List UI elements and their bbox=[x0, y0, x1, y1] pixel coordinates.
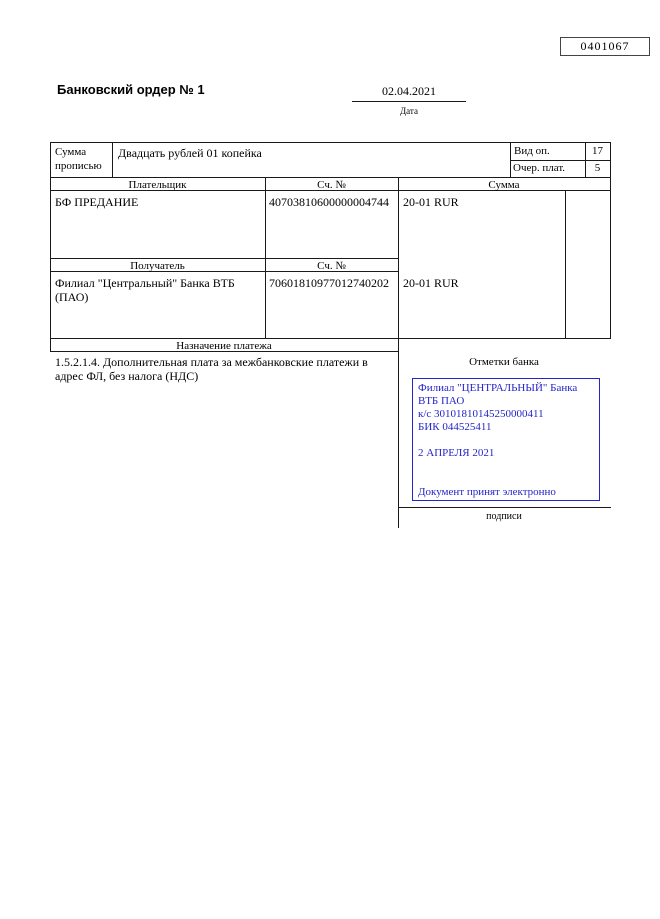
form-code-box: 0401067 bbox=[560, 37, 650, 56]
amount-words-label: Сумма прописью bbox=[55, 146, 102, 172]
document-title: Банковский ордер № 1 bbox=[57, 82, 205, 97]
stamp-accepted-note: Документ принят электронно bbox=[418, 486, 556, 498]
op-type-label: Вид оп. bbox=[514, 145, 550, 157]
priority-value: 5 bbox=[594, 162, 601, 174]
purpose-header: Назначение платежа bbox=[176, 340, 272, 352]
stamp-bik: БИК 044525411 bbox=[418, 421, 492, 433]
stamp-corr-account: к/с 30101810145250000411 bbox=[418, 408, 544, 420]
account-column-divider bbox=[265, 177, 266, 338]
stamp-bank-name-line2: ВТБ ПАО bbox=[418, 395, 465, 407]
account-header-2: Сч. № bbox=[317, 260, 346, 272]
priority-label: Очер. плат. bbox=[513, 162, 566, 174]
table-border-left bbox=[50, 142, 51, 351]
signatures-label: подписи bbox=[486, 511, 522, 522]
op-column-divider bbox=[510, 142, 511, 177]
bank-stamp bbox=[412, 378, 600, 501]
payer-header: Плательщик bbox=[128, 179, 187, 191]
amount-words-divider bbox=[112, 142, 113, 177]
sum-inner-divider bbox=[565, 190, 566, 338]
payee-account: 70601810977012740202 bbox=[269, 276, 389, 290]
signatures-line bbox=[398, 507, 611, 508]
bank-marks-header: Отметки банка bbox=[469, 356, 539, 368]
table-border-right bbox=[610, 142, 611, 338]
payer-amount: 20-01 RUR bbox=[403, 195, 459, 209]
date-value: 02.04.2021 bbox=[382, 84, 436, 98]
amount-header: Сумма bbox=[488, 179, 520, 191]
table-border-top bbox=[50, 142, 611, 143]
op-type-value: 17 bbox=[592, 145, 603, 157]
sum-column-divider bbox=[398, 177, 399, 528]
payee-amount: 20-01 RUR bbox=[403, 276, 459, 290]
stamp-date: 2 АПРЕЛЯ 2021 bbox=[418, 447, 495, 459]
stamp-bank-name-line1: Филиал "ЦЕНТРАЛЬНЫЙ" Банка bbox=[418, 382, 578, 394]
amount-words-value: Двадцать рублей 01 копейка bbox=[118, 146, 262, 160]
payee-header: Получатель bbox=[130, 260, 185, 272]
payer-name: БФ ПРЕДАНИЕ bbox=[55, 195, 139, 209]
payer-account: 40703810600000004744 bbox=[269, 195, 389, 209]
purpose-text: 1.5.2.1.4. Дополнительная плата за межбанковские платежи в адрес ФЛ, без налога (НДС) bbox=[55, 355, 368, 383]
payee-name: Филиал "Центральный" Банка ВТБ (ПАО) bbox=[55, 276, 235, 304]
account-header-1: Сч. № bbox=[317, 179, 346, 191]
date-label: Дата bbox=[400, 106, 418, 116]
date-underline bbox=[352, 101, 466, 102]
